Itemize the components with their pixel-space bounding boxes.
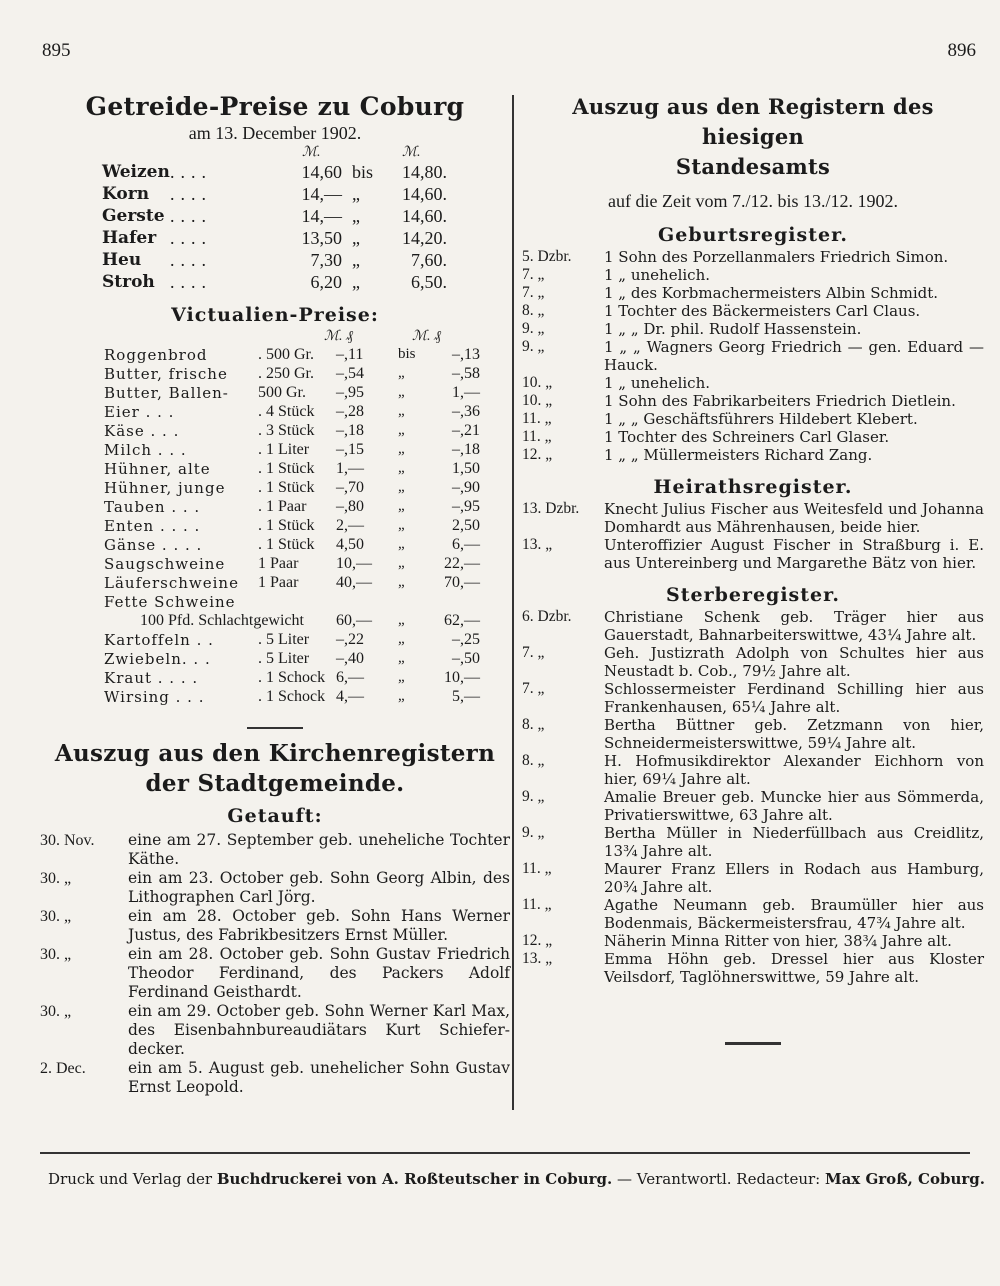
birth-entry <box>522 374 984 392</box>
footer-prefix: Druck und Verlag der <box>48 1170 217 1188</box>
grain-price-from: 13,50 <box>301 228 342 248</box>
victual-row <box>40 460 510 479</box>
victual-price-to: 2,50 <box>452 517 480 534</box>
victual-price-sep: „ <box>398 688 405 704</box>
column-divider <box>512 95 514 1110</box>
victual-quantity: . 1 Stück <box>258 536 315 553</box>
victual-price-sep: „ <box>398 555 405 571</box>
victual-price-from: –,28 <box>336 403 364 420</box>
entry-date: 10. „ <box>522 374 553 391</box>
victual-row <box>40 441 510 460</box>
entry-date: 8. „ <box>522 302 545 319</box>
grain-price-sep: „ <box>352 184 360 204</box>
entry-text: ein am 5. August geb. unehelicher Sohn Gustav Ernst Leopold. <box>128 1059 510 1096</box>
grain-name: Stroh <box>102 272 155 292</box>
grain-price-to: 14,60. <box>402 206 447 226</box>
victual-row <box>40 498 510 517</box>
grain-price-from: 14,60 <box>301 162 342 182</box>
victual-price-to: 1,50 <box>452 460 480 477</box>
registry-title-line2: Standesamts <box>675 154 831 179</box>
victual-price-to: –,18 <box>452 441 480 458</box>
victual-price-from: –,70 <box>336 479 364 496</box>
victual-name: Enten . . . . <box>104 517 201 535</box>
victual-price-from: –,18 <box>336 422 364 439</box>
entry-text: Bertha Müller in Niederfüllbach aus Creidlitz, 13¾ Jahre alt. <box>604 824 984 860</box>
entry-date: 30. Nov. <box>40 832 95 849</box>
entry-text: Emma Höhn geb. Dressel hier aus Kloster Veilsdorf, Taglöhnerswittwe, 59 Jahre alt. <box>604 950 984 986</box>
deaths-title: Sterberegister. <box>665 584 840 606</box>
entry-date: 5. Dzbr. <box>522 248 572 265</box>
grain-name: Weizen <box>102 162 170 182</box>
victual-price-from: 40,— <box>336 574 372 591</box>
victual-name: Eier . . . <box>104 403 175 421</box>
entry-text: Amalie Breuer geb. Muncke hier aus Sömmerda, Privatierswittwe, 63 Jahre alt. <box>604 788 984 824</box>
grain-name: Gerste <box>102 206 165 226</box>
grain-price-list <box>40 162 510 294</box>
page-number-right: 896 <box>947 40 976 61</box>
victual-row <box>40 479 510 498</box>
birth-entry <box>522 338 984 374</box>
victual-price-from: 60,— <box>336 612 372 629</box>
victual-price-to: 62,— <box>444 612 480 629</box>
victual-price-sep: „ <box>398 403 405 419</box>
victual-price-sep: „ <box>398 517 405 533</box>
grain-name: Korn <box>102 184 150 204</box>
entry-date: 11. „ <box>522 428 552 445</box>
victuals-unit-to: ℳ. ₰ <box>412 329 441 344</box>
section-separator <box>247 727 303 729</box>
registry-title-line1: Auszug aus den Registern des hiesigen <box>572 94 934 149</box>
victual-row <box>40 422 510 441</box>
footer-middle: — Verantwortl. Redacteur: <box>612 1170 825 1188</box>
grain-price-from: 14,— <box>301 206 342 226</box>
grain-name: Heu <box>102 250 142 270</box>
victual-price-sep: „ <box>398 669 405 685</box>
victual-price-from: –,54 <box>336 365 364 382</box>
victual-price-to: 6,— <box>452 536 480 553</box>
entry-date: 7. „ <box>522 644 545 661</box>
grain-price-sep: „ <box>352 250 360 270</box>
victual-price-to: 70,— <box>444 574 480 591</box>
entry-date: 13. Dzbr. <box>522 500 580 517</box>
victual-name: Wirsing . . . <box>104 688 205 706</box>
birth-entry <box>522 320 984 338</box>
church-title-line2: der Stadtgemeinde. <box>145 770 405 797</box>
victual-name: Käse . . . <box>104 422 180 440</box>
grain-price-sep: „ <box>352 272 360 292</box>
entry-text: ein am 23. October geb. Sohn Georg Albin, des Lithographen Carl Jörg. <box>128 869 510 906</box>
marriages-title: Heirathsregister. <box>653 476 853 498</box>
grain-row <box>40 250 510 272</box>
church-title-line1: Auszug aus den Kirchenregistern <box>54 740 496 767</box>
death-entry <box>522 896 984 932</box>
victual-row <box>40 536 510 555</box>
entry-text: 1 „ „ Dr. phil. Rudolf Hassenstein. <box>604 320 862 338</box>
registry-period: auf die Zeit vom 7./12. bis 13./12. 1902. <box>608 191 898 211</box>
victual-price-from: 4,50 <box>336 536 364 553</box>
entry-text: 1 Sohn des Fabrikarbeiters Friedrich Dietlein. <box>604 392 956 410</box>
entry-text: 1 Tochter des Schreiners Carl Glaser. <box>604 428 890 446</box>
grain-price-to: 14,80. <box>402 162 447 182</box>
birth-entry <box>522 248 984 266</box>
victual-quantity: . 1 Schock <box>258 688 326 705</box>
victual-quantity: . 3 Stück <box>258 422 315 439</box>
victual-price-sep: „ <box>398 536 405 552</box>
baptism-entry <box>40 907 510 945</box>
victual-row <box>40 555 510 574</box>
victual-name: Fette Schweine <box>104 593 236 611</box>
entry-date: 30. „ <box>40 870 72 887</box>
entry-text: 1 „ „ Wagners Georg Friedrich — gen. Eduard — Hauck. <box>604 338 984 374</box>
victual-row <box>40 517 510 536</box>
victual-price-to: 1,— <box>452 384 480 401</box>
baptisms-list <box>40 831 510 1097</box>
grain-row <box>40 272 510 294</box>
birth-entry <box>522 302 984 320</box>
death-entry <box>522 824 984 860</box>
victual-quantity: . 5 Liter <box>258 631 310 648</box>
victual-name: Gänse . . . . <box>104 536 203 554</box>
victual-quantity: 1 Paar <box>258 574 299 591</box>
victual-name: Saugschweine <box>104 555 226 573</box>
entry-text: Bertha Büttner geb. Zetzmann von hier, Schneidermeisterswittwe, 59¼ Jahre alt. <box>604 716 984 752</box>
victual-quantity: . 1 Paar <box>258 498 307 515</box>
entry-date: 8. „ <box>522 716 545 733</box>
victual-price-sep: „ <box>398 460 405 476</box>
birth-entry <box>522 284 984 302</box>
entry-text: Unteroffizier August Fischer in Straßburg i. E. aus Untereinberg und Margarethe Bätz von hier. <box>604 536 984 572</box>
victual-price-to: –,21 <box>452 422 480 439</box>
victual-name: Butter, frische <box>104 365 228 383</box>
death-entry <box>522 644 984 680</box>
baptism-entry <box>40 869 510 907</box>
grain-dots: .... <box>170 228 212 248</box>
victual-name: Kraut . . . . <box>104 669 199 687</box>
victual-name: Butter, Ballen- <box>104 384 229 402</box>
victual-name: Hühner, junge <box>104 479 226 497</box>
victual-price-sep: „ <box>398 384 405 400</box>
victual-price-from: –,15 <box>336 441 364 458</box>
death-entry <box>522 788 984 824</box>
victual-price-from: 6,— <box>336 669 364 686</box>
victual-price-to: 10,— <box>444 669 480 686</box>
entry-text: ein am 29. October geb. Sohn Werner Karl Max, des Eisenbahnbureaudiätars Kurt Schiefer-decker. <box>128 1002 510 1058</box>
footer-rule <box>40 1152 970 1154</box>
entry-date: 10. „ <box>522 392 553 409</box>
grain-price-sep: bis <box>352 162 374 182</box>
birth-entry <box>522 410 984 428</box>
entry-date: 30. „ <box>40 1003 72 1020</box>
entry-date: 30. „ <box>40 946 72 963</box>
grain-dots: .... <box>170 206 212 226</box>
victual-price-from: –,95 <box>336 384 364 401</box>
birth-entry <box>522 446 984 464</box>
entry-text: Geh. Justizrath Adolph von Schultes hier aus Neustadt b. Cob., 79½ Jahre alt. <box>604 644 984 680</box>
entry-date: 7. „ <box>522 680 545 697</box>
death-entry <box>522 680 984 716</box>
entry-date: 9. „ <box>522 788 545 805</box>
marriage-entry <box>522 500 984 536</box>
victual-quantity: . 5 Liter <box>258 650 310 667</box>
death-entry <box>522 950 984 986</box>
victual-name: Läuferschweine <box>104 574 239 592</box>
victual-price-sep: „ <box>398 574 405 590</box>
victual-price-from: 1,— <box>336 460 364 477</box>
victuals-unit-from: ℳ. ₰ <box>324 329 353 344</box>
victual-row <box>40 384 510 403</box>
victual-quantity: . 500 Gr. <box>258 346 314 363</box>
victual-row <box>40 612 510 631</box>
grain-price-to: 7,60. <box>411 250 447 270</box>
entry-text: eine am 27. September geb. uneheliche Tochter Käthe. <box>128 831 510 868</box>
entry-date: 6. Dzbr. <box>522 608 572 625</box>
baptism-entry <box>40 1002 510 1059</box>
grain-price-to: 6,50. <box>411 272 447 292</box>
grain-unit-header <box>40 144 510 162</box>
grain-row <box>40 162 510 184</box>
victual-price-to: –,90 <box>452 479 480 496</box>
grain-price-from: 7,30 <box>310 250 342 270</box>
entry-text: H. Hofmusikdirektor Alexander Eichhorn von hier, 69¼ Jahre alt. <box>604 752 984 788</box>
grain-dots: .... <box>170 250 212 270</box>
imprint-footer <box>48 1170 985 1188</box>
victual-price-from: 2,— <box>336 517 364 534</box>
victual-price-from: –,11 <box>336 346 364 363</box>
page-number-left: 895 <box>42 40 71 61</box>
entry-date: 11. „ <box>522 896 552 913</box>
baptisms-title: Getauft: <box>227 805 323 827</box>
death-entry <box>522 860 984 896</box>
victual-price-from: 10,— <box>336 555 372 572</box>
victual-price-sep: „ <box>398 498 405 514</box>
entry-date: 2. Dec. <box>40 1060 86 1077</box>
entry-date: 8. „ <box>522 752 545 769</box>
victual-name: Kartoffeln . . <box>104 631 214 649</box>
entry-date: 11. „ <box>522 860 552 877</box>
victuals-unit-header <box>40 328 510 346</box>
victual-price-sep: „ <box>398 365 405 381</box>
victual-quantity: 1 Paar <box>258 555 299 572</box>
death-entry <box>522 752 984 788</box>
prices-date: am 13. December 1902. <box>188 123 362 143</box>
victual-name: Hühner, alte <box>104 460 211 478</box>
footer-editor: Max Groß, Coburg. <box>824 1170 985 1188</box>
victual-price-to: –,50 <box>452 650 480 667</box>
entry-date: 12. „ <box>522 446 553 463</box>
victual-name: Tauben . . . <box>104 498 201 516</box>
entry-date: 13. „ <box>522 950 553 967</box>
victual-quantity: . 1 Liter <box>258 441 310 458</box>
entry-text: 1 „ unehelich. <box>604 374 711 392</box>
victual-quantity: . 1 Stück <box>258 517 315 534</box>
death-entry <box>522 716 984 752</box>
grain-price-to: 14,20. <box>402 228 447 248</box>
victual-quantity: . 1 Stück <box>258 460 315 477</box>
entry-text: Agathe Neumann geb. Braumüller hier aus Bodenmais, Bäckermeistersfrau, 47¾ Jahre alt. <box>604 896 984 932</box>
grain-row <box>40 206 510 228</box>
victual-row <box>40 631 510 650</box>
prices-title: Getreide-Preise zu Coburg <box>85 92 465 121</box>
left-column <box>40 92 510 1097</box>
entry-text: Schlossermeister Ferdinand Schilling hier aus Frankenhausen, 65¼ Jahre alt. <box>604 680 984 716</box>
entry-text: ein am 28. October geb. Sohn Gustav Friedrich Theodor Ferdinand, des Packers Adolf Ferdinand Geisthardt. <box>128 945 510 1001</box>
victual-row <box>40 593 510 612</box>
victual-price-sep: „ <box>398 650 405 666</box>
victual-quantity: . 1 Schock <box>258 669 326 686</box>
entry-date: 9. „ <box>522 320 545 337</box>
victual-row <box>40 365 510 384</box>
victual-price-to: 22,— <box>444 555 480 572</box>
entry-text: Näherin Minna Ritter von hier, 38¾ Jahre alt. <box>604 932 952 950</box>
grain-dots: .... <box>170 184 212 204</box>
victual-quantity: . 4 Stück <box>258 403 315 420</box>
entry-date: 30. „ <box>40 908 72 925</box>
entry-date: 7. „ <box>522 284 545 301</box>
entry-text: 1 Tochter des Bäckermeisters Carl Claus. <box>604 302 921 320</box>
victual-price-sep: bis <box>398 346 416 362</box>
grain-price-sep: „ <box>352 206 360 226</box>
entry-date: 9. „ <box>522 824 545 841</box>
victual-row <box>40 669 510 688</box>
victual-price-sep: „ <box>398 422 405 438</box>
entry-text: Maurer Franz Ellers in Rodach aus Hamburg, 20¾ Jahre alt. <box>604 860 984 896</box>
entry-text: 1 „ „ Geschäftsführers Hildebert Klebert. <box>604 410 918 428</box>
entry-date: 12. „ <box>522 932 553 949</box>
victual-price-to: 5,— <box>452 688 480 705</box>
grain-price-from: 6,20 <box>310 272 342 292</box>
victual-name: Zwiebeln. . . <box>104 650 211 668</box>
grain-unit-from: ℳ. <box>302 145 321 160</box>
entry-text: Knecht Julius Fischer aus Weitesfeld und Johanna Domhardt aus Mährenhausen, beide hier. <box>604 500 984 536</box>
victual-quantity: . 250 Gr. <box>258 365 314 382</box>
entry-date: 11. „ <box>522 410 552 427</box>
right-column <box>522 92 984 1055</box>
footer-printer: Buchdruckerei von A. Roßteutscher in Coburg. <box>216 1170 613 1188</box>
grain-price-sep: „ <box>352 228 360 248</box>
victual-name: 100 Pfd. Schlachtgewicht <box>140 612 304 629</box>
victual-row <box>40 574 510 593</box>
victual-price-to: –,25 <box>452 631 480 648</box>
victual-row <box>40 688 510 707</box>
victual-price-to: –,13 <box>452 346 480 363</box>
births-list <box>522 248 984 464</box>
death-entry <box>522 932 984 950</box>
entry-date: 13. „ <box>522 536 553 553</box>
baptism-entry <box>40 1059 510 1097</box>
victual-name: Roggenbrod <box>104 346 208 364</box>
victual-price-from: –,40 <box>336 650 364 667</box>
entry-text: ein am 28. October geb. Sohn Hans Werner Justus, des Fabrikbesitzers Ernst Müller. <box>128 907 510 944</box>
victual-quantity: . 1 Stück <box>258 479 315 496</box>
grain-price-from: 14,— <box>301 184 342 204</box>
entry-text: 1 Sohn des Porzellanmalers Friedrich Simon. <box>604 248 949 266</box>
grain-dots: .... <box>170 162 212 182</box>
death-entry <box>522 608 984 644</box>
victuals-price-list <box>40 346 510 707</box>
grain-price-to: 14,60. <box>402 184 447 204</box>
victual-price-sep: „ <box>398 612 405 628</box>
births-title: Geburtsregister. <box>658 224 848 246</box>
victual-price-from: 4,— <box>336 688 364 705</box>
entry-text: Christiane Schenk geb. Träger hier aus Gauerstadt, Bahnarbeiterswittwe, 43¼ Jahre alt. <box>604 608 984 644</box>
grain-row <box>40 184 510 206</box>
victual-price-sep: „ <box>398 631 405 647</box>
entry-text: 1 „ unehelich. <box>604 266 711 284</box>
victual-price-from: –,22 <box>336 631 364 648</box>
end-separator <box>725 1042 781 1045</box>
entry-date: 9. „ <box>522 338 545 355</box>
baptism-entry <box>40 831 510 869</box>
baptism-entry <box>40 945 510 1002</box>
birth-entry <box>522 428 984 446</box>
victual-quantity: 500 Gr. <box>258 384 306 401</box>
victual-row <box>40 650 510 669</box>
entry-date: 7. „ <box>522 266 545 283</box>
entry-text: 1 „ des Korbmachermeisters Albin Schmidt. <box>604 284 939 302</box>
marriages-list <box>522 500 984 572</box>
victual-name: Milch . . . <box>104 441 187 459</box>
birth-entry <box>522 266 984 284</box>
entry-text: 1 „ „ Müllermeisters Richard Zang. <box>604 446 873 464</box>
victual-row <box>40 346 510 365</box>
birth-entry <box>522 392 984 410</box>
victual-price-to: –,95 <box>452 498 480 515</box>
victuals-title: Victualien-Preise: <box>171 304 379 326</box>
grain-row <box>40 228 510 250</box>
marriage-entry <box>522 536 984 572</box>
victual-price-sep: „ <box>398 441 405 457</box>
deaths-list <box>522 608 984 986</box>
victual-price-from: –,80 <box>336 498 364 515</box>
victual-price-to: –,36 <box>452 403 480 420</box>
victual-row <box>40 403 510 422</box>
grain-unit-to: ℳ. <box>402 145 421 160</box>
grain-name: Hafer <box>102 228 157 248</box>
grain-dots: .... <box>170 272 212 292</box>
victual-price-to: –,58 <box>452 365 480 382</box>
victual-price-sep: „ <box>398 479 405 495</box>
